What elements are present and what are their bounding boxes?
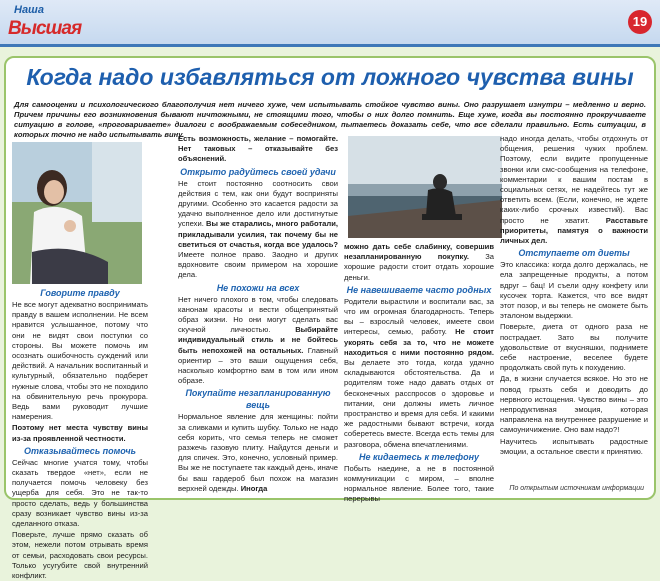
paragraph: Поверьте, диета от одного раза не пострадает. Зато вы получите удовольствие от вкусняшки, поднимете себе настроение, веселее будете продолжать свой путь к похудению. [500,322,648,373]
heading-diet: Отступаете от диеты [518,248,630,259]
paragraph-bold [178,134,338,165]
paragraph: Да, в жизни случается всякое. Но это не повод грызть себя и доводить до нервного истощения. Чувство вины – это непродуктивная эмоция, которая направлена на внутреннее разрушение и самоуничижение. Оно вам надо?! [500,374,648,435]
column-4 [500,134,648,484]
bold-text: Расставьте приоритеты, памятуя о важности личных дел. [500,215,648,246]
bold-text: можно дать себе слабинку, совершив незапланированную покупку. [344,242,494,262]
text-span: Вы делаете это тогда, когда удачно складываются обстоятельства. Да и родителям тоже надо давать отдых от бесконечных расспросов о здоровье и питании, они должны иметь личное пространство и время для себя. И какими же радостными бывают встречи, когда соберетесь вместе. Всегда есть темы для разговора, обмена впечатлениями. [344,358,494,449]
paragraph [178,295,338,387]
pier-illustration [348,136,502,238]
woman-illustration [12,142,142,284]
text-span: Имеете полное право. Заодно и других вдохновите своим примером на хорошие дела. [178,250,338,280]
text-span: Нет ничего плохого в том, чтобы следовать канонам красоты и вести общепринятый образ жизни. Но они могут сделать вас скучной личностью. [178,294,338,335]
paragraph: Побыть наедине, а не в постоянной коммуникации с миром, – вполне нормальное явление. Более того, такие перерывы [344,463,494,504]
heading-tell-truth: Говорите правду [40,288,120,298]
paragraph: Не все могут адекватно воспринимать правду в вашем исполнении. Не всем нравится услышанное, потому что они не видят свои поступки со стороны. Вы можете помочь им осознать ошибочность суждений или действий. А начальник воспитанный и культурный, обязательно подберет нужные слова, чтобы это не походило на обвинительную речь прокурора. Ведь вами руководит лучшие намерения. [12,300,148,422]
bold-text: Выбирайте индивидуальный стиль и не бойтесь быть непохожей на остальных. [178,325,338,355]
paragraph [500,134,648,246]
paragraph: Сейчас многие учатся тому, чтобы сказать твердое «нет», если не получается помочь человеку без ущерба для себя. Это не так-то просто сделать, ведь у большинства сразу возникает чувство вины из-за сделанного отказа. [12,457,148,529]
logo-line-2: Высшая [8,18,82,39]
column-1 [12,286,148,581]
heading-not-like-everyone: Не похожи на всех [216,282,300,293]
source-footer: По открытым источникам информации [509,485,644,492]
text-span: Родители вырастили и воспитали вас, за что им огромная благодарность. Теперь вы – взрослый человек, имеете свои интересы, семью, работу. [344,296,494,337]
text-span: Нормальное явление для женщины: пойти за сливками и купить шубку. Только не надо себя корить, что семья теперь не сможет разжечь газовую плиту. Найдутся деньги и для спичек. Это, конечно, условный пример. Вы же не поступаете так каждый день, иначе бы ваш гардероб был похож на магазин верхней одежды. [178,412,338,493]
heading-unplanned-purchase: Покупайте незапланированную вещь [185,388,331,411]
column-2 [178,134,338,496]
top-header-band [0,0,660,47]
woman-photo [12,142,142,284]
paragraph: Научитесь испытывать радостные эмоции, а остальное свести к принятию. [500,436,648,456]
bold-text: Иногда [240,483,268,493]
paragraph [344,297,494,450]
paragraph [178,412,338,494]
paragraph: Поверьте, лучше прямо сказать об этом, нежели потом отрывать время от семьи, расходовать свои ресурсы. Только усугубите свой внутренний конфликт. [12,530,148,581]
paragraph: Это классика: когда долго держалась, не ела запрещенные продукты, а потом вдруг – бац! И съели одну конфету или кусочек торта. Кажется, что все видят этот позор, и вы теперь не сможете быть эталоном выдержки. [500,260,648,321]
heading-phone: Не кидаетесь к телефону [358,451,480,462]
text-span: Главный ориентир – это ваши ощущения себя, насколько комфортно вам в том или ином образе. [178,345,338,386]
bold-text: Поэтому нет места чувству вины из-за проявленной честности. [12,423,148,443]
heading-visit-relatives: Не навешиваете часто родных [346,284,492,295]
text-span: надо иногда делать, чтобы отдохнуть от общения, решения чужих проблем. Поэтому, если видите пропущенные звонки или смс-сообщения на телефоне, комментарии к вашим постам в социальных сетях, не надейтесь тут же ответить всем. (Если, конечно, не ждете каких-либо срочных известий). Вас просто не хватит. [500,134,648,225]
magazine-logo [6,4,82,44]
text-span: За хорошие радости стоит отдать хорошие деньги. [344,252,494,282]
page-number-badge: 19 [628,10,652,34]
text-span: Не стоит постоянно соотносить свои действия с тем, как они будут восприняты другими. Особенно это касается радости за удачно выполненное дело или достигнутые успехи. [178,178,338,229]
paragraph-bold [12,423,148,443]
logo-line-1: Наша [14,4,44,16]
article-title: Когда надо избавляться от ложного чувства вины [26,64,634,90]
bold-text: Не стоит укорять себя за то, что не можете находиться с ними постоянно рядом. [344,327,494,357]
article-panel [4,56,656,581]
man-on-pier-photo [348,136,502,238]
bold-text: Есть возможность, желание – помогайте. Нет таковых – отказывайте без объяснений. [178,134,338,164]
column-3 [344,242,494,504]
article-lead: Для самооценки и психологического благополучия нет ничего хуже, чем испытывать стойкое чувство вины. Оно разрушает изнутри – медленно и верно. Причем причины его возникновения бывают ничтожными, не стоящими того, чтобы о них долго помнить. Еще хуже, когда вы постоянно прокручиваете ситуацию в голове, «проговариваете» диалоги с воображаемым собеседником, пытаетесь доказать себе, что все сделали правильно. Есть ситуации, в которых точно не надо испытывать вину. [14,100,646,139]
heading-refuse-help: Отказывайтесь помочь [24,445,136,456]
heading-rejoice-luck: Открыто радуйтесь своей удачи [180,166,336,177]
bold-text: Вы же старались, много работали, прикладывали усилия, так почему бы не светиться от счастья, когда все удалось? [178,219,338,249]
paragraph [178,179,338,281]
paragraph [344,242,494,283]
